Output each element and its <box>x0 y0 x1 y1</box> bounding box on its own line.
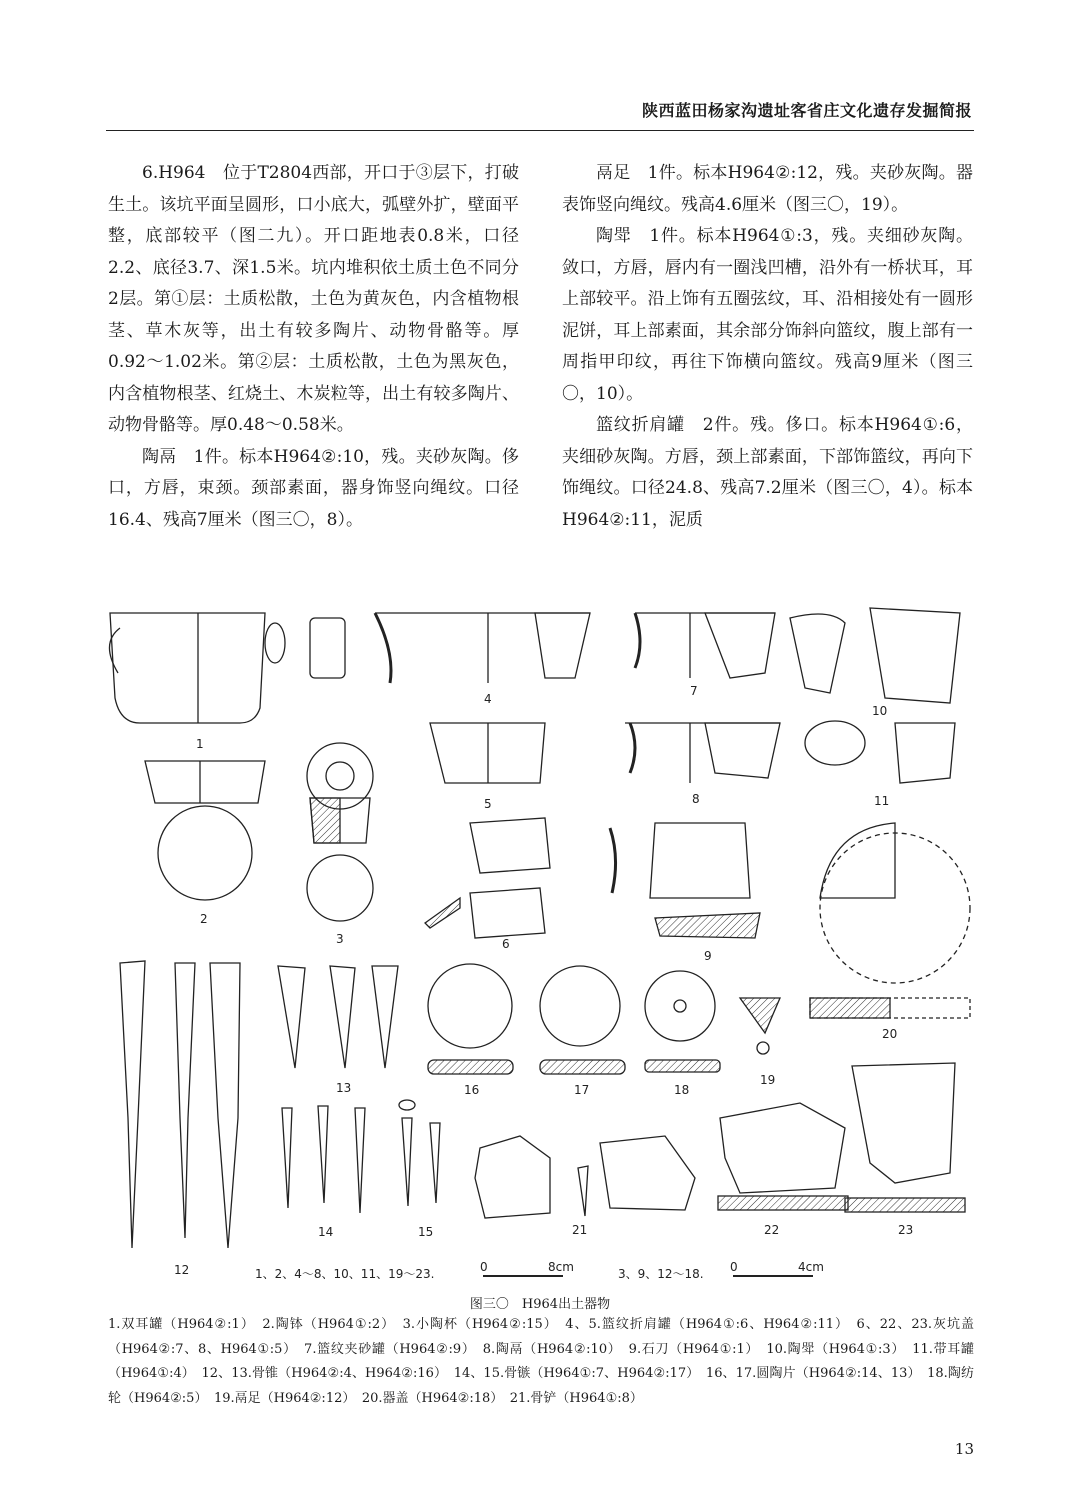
fig-item-number: 20 <box>882 1027 898 1041</box>
fig-item-number: 7 <box>690 684 698 698</box>
fig-item-number: 17 <box>574 1083 590 1097</box>
scale-left-groups: 1、2、4～8、10、11、19～23. <box>255 1267 435 1281</box>
fig-item-number: 23 <box>898 1223 914 1237</box>
artifact-drawings <box>100 598 980 1288</box>
fig-item-number: 5 <box>484 797 492 811</box>
scale-left-zero: 0 <box>480 1260 488 1274</box>
paragraph: 篮纹折肩罐 2件。残。侈口。标本H964①:6，夹细砂灰陶。方唇，颈上部素面，下部饰篮纹，再向下饰绳纹。口径24.8、残高7.2厘米（图三〇，4）。标本H964②:11，泥质 <box>562 415 973 530</box>
fig-item-number: 21 <box>572 1223 588 1237</box>
fig-item-number: 1 <box>196 737 204 751</box>
right-text-column <box>562 158 973 536</box>
scale-left-unit: 8cm <box>548 1260 574 1274</box>
left-text-column <box>108 158 519 536</box>
figure-caption: 1.双耳罐（H964②:1） 2.陶钵（H964①:2） 3.小陶杯（H964②:15） 4、5.篮纹折肩罐（H964①:6、H964②:11） 6、22、23.灰坑盖（H964②:7、8、H964①:5） 7.篮纹夹砂罐（H964②:9） 8.陶鬲（H964②:10） 9.石刀（H964①:1） 10.陶斝（H964①:3） 11.带耳罐（H964①:4） 12、13.骨锥（H964②:4、H964②:16） 14、15.骨镞（H964①:7、H964②:17） 16、17.圆陶片（H964②:14、13） 18.陶纺轮（H964②:5） 19.鬲足（H964②:12） 20.器盖（H964②:18） 21.骨铲（H964①:8） <box>108 1317 974 1406</box>
artifact-figure <box>100 598 980 1288</box>
scale-right-groups: 3、9、12～18. <box>618 1267 704 1281</box>
fig-item-number: 16 <box>464 1083 480 1097</box>
fig-item-number: 18 <box>674 1083 690 1097</box>
fig-item-number: 3 <box>336 932 344 946</box>
paragraph: 6.H964 位于T2804西部，开口于③层下，打破生土。该坑平面呈圆形，口小底大，弧壁外扩，壁面平整，底部较平（图二九）。开口距地表0.8米，口径2.2、底径3.7、深1.5米。坑内堆积依土质土色不同分2层。第①层：土质松散，土色为黄灰色，内含植物根茎、草木灰等，出土有较多陶片、动物骨骼等。厚0.92～1.02米。第②层：土质松散，土色为黑灰色，内含植物根茎、红烧土、木炭粒等，出土有较多陶片、动物骨骼等。厚0.48～0.58米。 <box>108 163 519 435</box>
scale-right-unit: 4cm <box>798 1260 824 1274</box>
fig-item-number: 14 <box>318 1225 334 1239</box>
paragraph: 鬲足 1件。标本H964②:12，残。夹砂灰陶。器表饰竖向绳纹。残高4.6厘米（图三〇，19）。 <box>562 163 973 215</box>
fig-item-number: 6 <box>502 937 510 951</box>
scale-right-zero: 0 <box>730 1260 738 1274</box>
fig-item-number: 4 <box>484 692 492 706</box>
fig-item-number: 11 <box>874 794 890 808</box>
paragraph: 陶斝 1件。标本H964①:3，残。夹细砂灰陶。敛口，方唇，唇内有一圈浅凹槽，沿外有一桥状耳，耳上部较平。沿上饰有五圈弦纹，耳、沿相接处有一圆形泥饼，耳上部素面，其余部分饰斜向篮纹，腹上部有一周指甲印纹，再往下饰横向篮纹。残高9厘米（图三〇，10）。 <box>562 226 973 404</box>
fig-item-number: 2 <box>200 912 208 926</box>
fig-item-number: 10 <box>872 704 888 718</box>
header-rule <box>106 130 974 131</box>
fig-item-number: 13 <box>336 1081 352 1095</box>
fig-item-number: 15 <box>418 1225 434 1239</box>
fig-item-number: 9 <box>704 949 712 963</box>
fig-item-number: 22 <box>764 1223 780 1237</box>
fig-item-number: 8 <box>692 792 700 806</box>
fig-item-number: 12 <box>174 1263 190 1277</box>
fig-item-number: 19 <box>760 1073 776 1087</box>
running-head: 陕西蓝田杨家沟遗址客省庄文化遗存发掘简报 <box>641 101 972 120</box>
paragraph: 陶鬲 1件。标本H964②:10，残。夹砂灰陶。侈口，方唇，束颈。颈部素面，器身饰竖向绳纹。口径16.4、残高7厘米（图三〇，8）。 <box>108 446 519 530</box>
figure-title: 图三〇 H964出土器物 <box>469 1297 611 1312</box>
artifact-1-jar-drawing <box>109 613 285 723</box>
page-number: 13 <box>954 1440 974 1458</box>
